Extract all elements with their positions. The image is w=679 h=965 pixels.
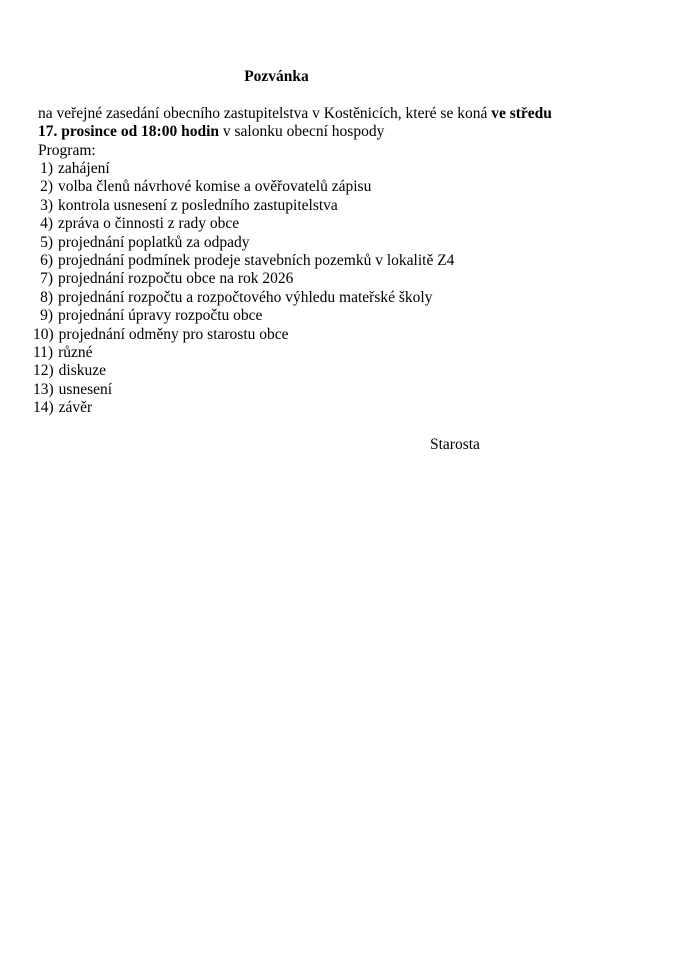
program-item (33, 344, 641, 362)
program-item-number: 5) (40, 233, 53, 251)
program-item-text: projednání poplatků za odpady (58, 233, 250, 251)
program-item (33, 197, 641, 215)
program-item-number: 6) (40, 252, 53, 270)
program-item-text: závěr (58, 399, 93, 417)
program-item-number: 7) (40, 270, 53, 288)
program-item (33, 307, 641, 325)
program-item-text: projednání úpravy rozpočtu obce (58, 307, 263, 325)
program-item-number: 12) (33, 362, 54, 380)
program-item-text: volba členů návrhové komise a ověřovatelů zápisu (58, 178, 372, 196)
program-item-text: projednání podmínek prodeje stavebních pozemků v lokalitě Z4 (58, 252, 455, 270)
intro-line-2 (38, 123, 641, 141)
program-label: Program: (38, 141, 96, 159)
program-item (33, 178, 641, 196)
program-item-number: 4) (40, 215, 53, 233)
program-item-number: 11) (33, 344, 54, 362)
program-item-text: různé (58, 344, 93, 362)
program-item-text: zahájení (58, 160, 110, 178)
program-item (33, 270, 641, 288)
program-item (33, 381, 641, 399)
program-item-number: 3) (40, 196, 53, 214)
intro-line1-bold: ve středu (491, 104, 552, 122)
program-item-text: kontrola usnesení z posledního zastupitelstva (58, 196, 338, 214)
program-item (33, 215, 641, 233)
intro-line1-normal: na veřejné zasedání obecního zastupitelstva v Kostěnicích, které se koná (38, 104, 492, 122)
program-item-number: 9) (40, 307, 53, 325)
program-item-number: 10) (33, 325, 54, 343)
program-item (33, 362, 641, 380)
intro-line-1 (38, 105, 641, 123)
intro-paragraph (38, 105, 641, 142)
intro-line2-bold: 17. prosince od 18:00 hodin (38, 123, 220, 141)
program-item-text: usnesení (58, 380, 113, 398)
program-item-number: 14) (33, 399, 54, 417)
program-item-number: 13) (33, 380, 54, 398)
program-item (33, 252, 641, 270)
program-item (33, 234, 641, 252)
intro-line2-normal: v salonku obecní hospody (219, 123, 385, 141)
document-title (38, 68, 515, 86)
program-item-text: diskuze (58, 362, 107, 380)
signature: Starosta (430, 436, 480, 454)
program-item-text: projednání rozpočtu obce na rok 2026 (58, 270, 294, 288)
program-item (33, 326, 641, 344)
program-item (33, 399, 641, 417)
program-item (33, 160, 641, 178)
program-item-text: zpráva o činnosti z rady obce (58, 215, 240, 233)
program-item-number: 8) (40, 288, 53, 306)
program-item-number: 2) (40, 178, 53, 196)
program-item-text: projednání odměny pro starostu obce (58, 325, 289, 343)
program-item (33, 289, 641, 307)
program-list (33, 160, 641, 418)
document-title-text: Pozvánka (244, 68, 309, 85)
program-item-text: projednání rozpočtu a rozpočtového výhledu mateřské školy (58, 288, 433, 306)
program-item-number: 1) (40, 160, 53, 178)
